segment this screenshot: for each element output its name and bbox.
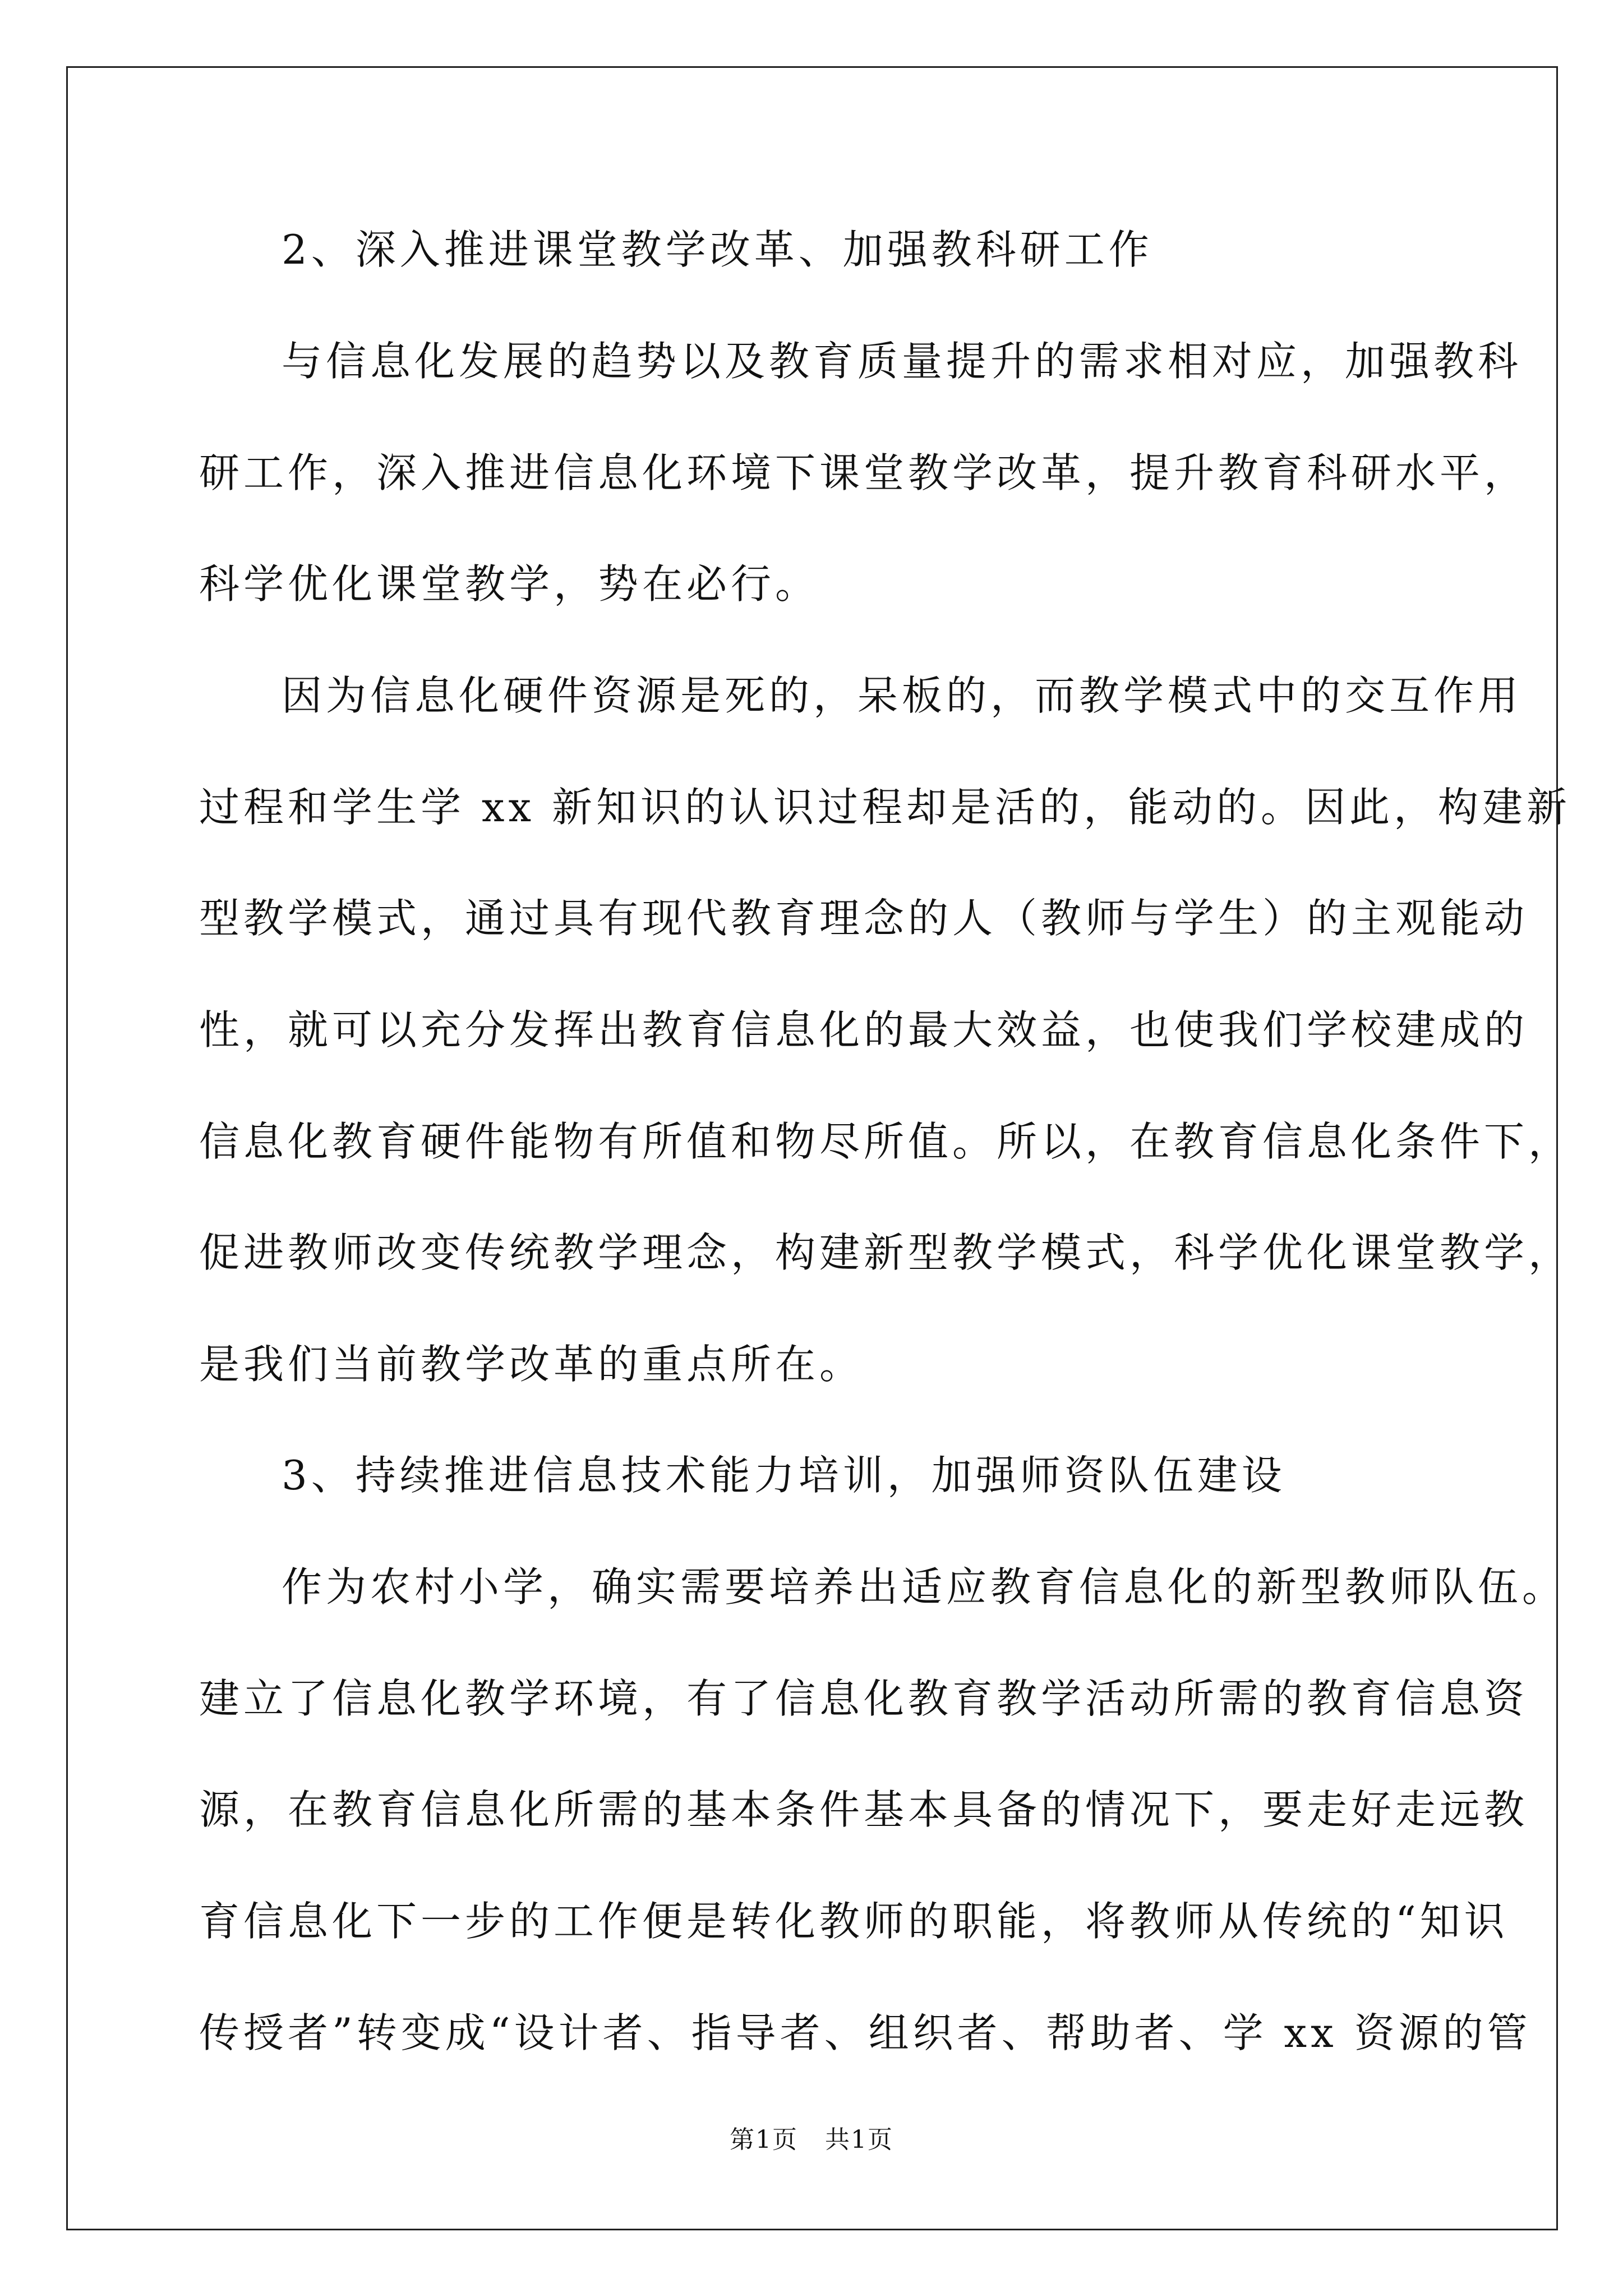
paragraph-line: 作为农村小学，确实需要培养出适应教育信息化的新型教师队伍。: [282, 1563, 1567, 1611]
paragraph-line: 研工作，深入推进信息化环境下课堂教学改革，提升教育科研水平，: [199, 449, 1529, 496]
paragraph-line: 建立了信息化教学环境，有了信息化教育教学活动所需的教育信息资: [199, 1675, 1529, 1722]
paragraph-line: 性，就可以充分发挥出教育信息化的最大效益，也使我们学校建成的: [199, 1006, 1529, 1053]
page-number: 第1页: [730, 2125, 798, 2154]
paragraph-line: 源，在教育信息化所需的基本条件基本具备的情况下，要走好走远教: [199, 1786, 1529, 1833]
paragraph-line: 信息化教育硬件能物有所值和物尽所值。所以，在教育信息化条件下，: [199, 1118, 1573, 1165]
paragraph-line: 型教学模式，通过具有现代教育理念的人（教师与学生）的主观能动: [199, 895, 1529, 942]
paragraph-line: 科学优化课堂教学，势在必行。: [199, 560, 820, 608]
paragraph-line: 传授者”转变成“设计者、指导者、组织者、帮助者、学 xx 资源的管: [199, 2009, 1532, 2056]
paragraph-line: 促进教师改变传统教学理念，构建新型教学模式，科学优化课堂教学，: [199, 1229, 1573, 1276]
paragraph-line: 育信息化下一步的工作便是转化教师的职能，将教师从传统的“知识: [199, 1898, 1509, 1945]
paragraph-line: 与信息化发展的趋势以及教育质量提升的需求相对应，加强教科: [282, 338, 1523, 385]
page-footer: [0, 2123, 1623, 2157]
paragraph-line: 是我们当前教学改革的重点所在。: [199, 1341, 864, 1388]
paragraph-line: 过程和学生学 xx 新知识的认识过程却是活的，能动的。因此，构建新: [199, 784, 1571, 831]
paragraph-line: 因为信息化硬件资源是死的，呆板的，而教学模式中的交互作用: [282, 672, 1523, 719]
section-heading-2: 2、深入推进课堂教学改革、加强教科研工作: [282, 226, 1153, 273]
page-total: 共1页: [825, 2125, 893, 2154]
section-heading-3: 3、持续推进信息技术能力培训，加强师资队伍建设: [282, 1452, 1286, 1499]
